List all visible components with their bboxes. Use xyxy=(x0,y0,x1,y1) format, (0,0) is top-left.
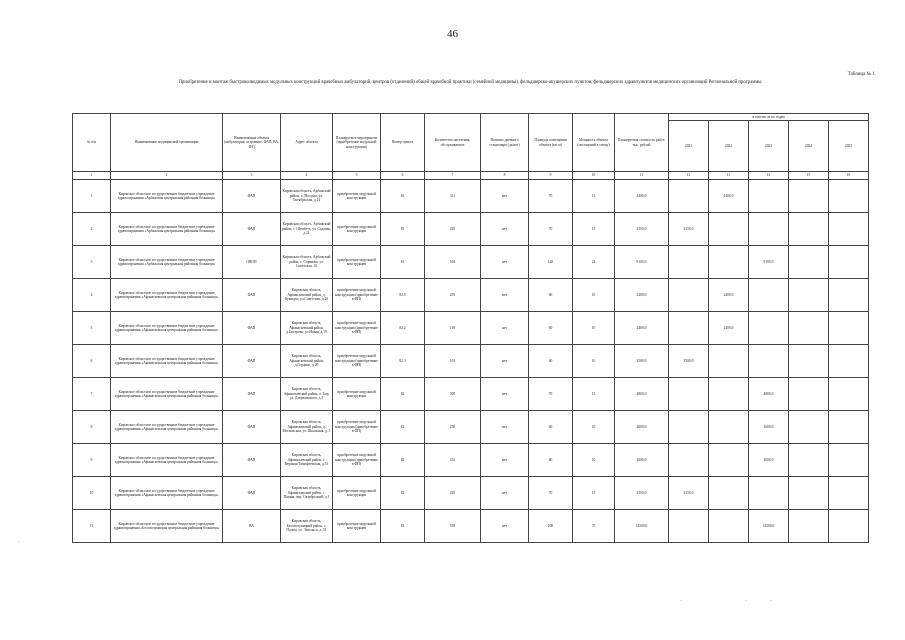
amount-2023 xyxy=(749,477,789,510)
col-number: 13 xyxy=(709,172,749,180)
object-address: Кировская область, Арбажский район, с. Сорвижи, ул. Советская, 10 xyxy=(281,246,333,279)
header-year-2023: 2023 xyxy=(749,121,789,172)
capacity: 15 xyxy=(573,213,615,246)
area: 120 xyxy=(529,246,573,279)
organization-name: Кировское областное государственное бюджетное учреждение здравоохранения «Афанасьевская центральная районная больница» xyxy=(111,477,223,510)
amount-2021: 3500,0 xyxy=(669,345,709,378)
area: 60 xyxy=(529,312,573,345)
planned-action: приобретение модульной конструкции (приобретение в ФП) xyxy=(333,345,381,378)
header-type: Наименование объекта (амбулатория, отделение, ФАП, ВА, ФЗ) xyxy=(223,114,281,172)
row-number: 10 xyxy=(73,477,111,510)
object-type: ФАП xyxy=(223,411,281,444)
amount-2023: 2600,0 xyxy=(749,411,789,444)
amount-2024 xyxy=(789,477,829,510)
col-number: 6 xyxy=(381,172,425,180)
scan-mark: · xyxy=(18,540,20,545)
item-number: 82 xyxy=(381,444,425,477)
capacity: 37 xyxy=(573,510,615,543)
population-served: 250 xyxy=(425,411,481,444)
item-number: 82.3 xyxy=(381,345,425,378)
capacity: 15 xyxy=(573,477,615,510)
col-number: 5 xyxy=(333,172,381,180)
amount-2022 xyxy=(709,510,749,543)
area: 70 xyxy=(529,378,573,411)
planned-cost: 3500,0 xyxy=(615,345,669,378)
amount-2021 xyxy=(669,246,709,279)
planned-cost: 9100,0 xyxy=(615,246,669,279)
amount-2023: 9100,0 xyxy=(749,246,789,279)
population-served: 509 xyxy=(425,378,481,411)
scan-mark: · xyxy=(770,598,772,604)
day-hospital: нет xyxy=(481,444,529,477)
day-hospital: нет xyxy=(481,345,529,378)
col-number: 3 xyxy=(223,172,281,180)
col-number: 4 xyxy=(281,172,333,180)
area: 70 xyxy=(529,213,573,246)
amount-2022 xyxy=(709,345,749,378)
amount-2025 xyxy=(829,180,869,213)
day-hospital: нет xyxy=(481,477,529,510)
amount-2022 xyxy=(709,378,749,411)
header-year-2024: 2024 xyxy=(789,121,829,172)
row-number: 9 xyxy=(73,444,111,477)
population-served: 161 xyxy=(425,345,481,378)
item-number: 82 xyxy=(381,378,425,411)
item-number: 81 xyxy=(381,246,425,279)
amount-2024 xyxy=(789,444,829,477)
object-address: Кировская область, Афанасьевский район, д. Московская, ул. Школьная, д. 5 xyxy=(281,411,333,444)
amount-2021: 4150,0 xyxy=(669,477,709,510)
amount-2024 xyxy=(789,213,829,246)
population-served: 205 xyxy=(425,279,481,312)
amount-2022: 2400,0 xyxy=(709,312,749,345)
capacity: 15 xyxy=(573,378,615,411)
organization-name: Кировское областное государственное бюджетное учреждение здравоохранения «Афанасьевская центральная районная больница» xyxy=(111,411,223,444)
planned-action: приобретение модульной конструкции xyxy=(333,246,381,279)
population-served: 245 xyxy=(425,477,481,510)
population-served: 539 xyxy=(425,510,481,543)
organization-name: Кировское областное государственное бюджетное учреждение здравоохранения «Арбажская центральная районная больница» xyxy=(111,213,223,246)
capacity: 10 xyxy=(573,345,615,378)
header-area: Площадь помещения объекта (кв. м) xyxy=(529,114,573,172)
amount-2025 xyxy=(829,246,869,279)
header-cost: Планируемая стоимость работ, тыс. рублей xyxy=(615,114,669,172)
capacity: 22 xyxy=(573,246,615,279)
table-row xyxy=(73,378,869,411)
object-type: ОВОП xyxy=(223,246,281,279)
area: 60 xyxy=(529,444,573,477)
amount-2023 xyxy=(749,345,789,378)
column-number-row xyxy=(73,172,869,180)
item-number: 81 xyxy=(381,180,425,213)
area: 200 xyxy=(529,510,573,543)
amount-2025 xyxy=(829,213,869,246)
planned-action: приобретение модульной конструкции (приобретение в ФП) xyxy=(333,444,381,477)
amount-2025 xyxy=(829,510,869,543)
amount-2021 xyxy=(669,312,709,345)
amount-2021 xyxy=(669,510,709,543)
table-row xyxy=(73,213,869,246)
population-served: 118 xyxy=(425,312,481,345)
amount-2025 xyxy=(829,378,869,411)
planned-cost: 2600,0 xyxy=(615,444,669,477)
population-served: 311 xyxy=(425,180,481,213)
population-served: 245 xyxy=(425,213,481,246)
area: 60 xyxy=(529,411,573,444)
col-number: 7 xyxy=(425,172,481,180)
object-address: Кировская область, Афанасьевский район, д.Гордино, д.20 xyxy=(281,345,333,378)
day-hospital: нет xyxy=(481,246,529,279)
capacity: 10 xyxy=(573,279,615,312)
item-number: 83 xyxy=(381,510,425,543)
capacity: 15 xyxy=(573,180,615,213)
header-no: № п/п xyxy=(73,114,111,172)
table-label: Таблица № 1 xyxy=(847,72,875,77)
row-number: 5 xyxy=(73,312,111,345)
col-number: 10 xyxy=(573,172,615,180)
amount-2024 xyxy=(789,345,829,378)
area: 70 xyxy=(529,477,573,510)
population-served: 592 xyxy=(425,246,481,279)
planned-cost: 4150,0 xyxy=(615,213,669,246)
planned-action: приобретение модульной конструкции xyxy=(333,213,381,246)
organization-name: Кировское областное государственное бюджетное учреждение здравоохранения «Белохолуницкая центральная районная больница» xyxy=(111,510,223,543)
table-row xyxy=(73,180,869,213)
amount-2023: 4800,0 xyxy=(749,378,789,411)
row-number: 4 xyxy=(73,279,111,312)
amount-2025 xyxy=(829,312,869,345)
amount-2025 xyxy=(829,279,869,312)
document-title: Приобретение и монтаж быстровозводимых модульных конструкций врачебных амбулаторий, центров (отделений) общей врачебной практики (семейной медицины), фельдшерско-акушерских пунктов, фельдшерских здравпунктов медицинских организаций Региональной программы xyxy=(178,80,762,85)
amount-2024 xyxy=(789,378,829,411)
population-served: 252 xyxy=(425,444,481,477)
planned-action: приобретение модульной конструкции xyxy=(333,510,381,543)
amount-2021 xyxy=(669,378,709,411)
amount-2023 xyxy=(749,279,789,312)
col-number: 2 xyxy=(111,172,223,180)
capacity: 10 xyxy=(573,312,615,345)
amount-2023 xyxy=(749,180,789,213)
header-year-2022: 2022 xyxy=(709,121,749,172)
object-address: Кировская область, Белохолуницкий район, с. Полом, ул. Энгельса, д. 51 xyxy=(281,510,333,543)
table-row xyxy=(73,279,869,312)
object-address: Кировская область, Афанасьевский район, д. Кувакуш, ул.Советская, д.26 xyxy=(281,279,333,312)
header-org: Наименование медицинской организации xyxy=(111,114,223,172)
table-row xyxy=(73,444,869,477)
item-number: 82 xyxy=(381,411,425,444)
day-hospital: нет xyxy=(481,312,529,345)
amount-2022 xyxy=(709,444,749,477)
item-number: 82.2 xyxy=(381,312,425,345)
object-type: ФАП xyxy=(223,312,281,345)
amount-2022 xyxy=(709,411,749,444)
planned-action: приобретение модульной конструкции (приобретение в ФП) xyxy=(333,312,381,345)
item-number: 82 xyxy=(381,477,425,510)
col-number: 12 xyxy=(669,172,709,180)
row-number: 2 xyxy=(73,213,111,246)
header-capacity: Мощность объекта (посещений в смену) xyxy=(573,114,615,172)
item-number: 82.3 xyxy=(381,279,425,312)
amount-2024 xyxy=(789,312,829,345)
amount-2022 xyxy=(709,477,749,510)
organization-name: Кировское областное государственное бюджетное учреждение здравоохранения «Афанасьевская центральная районная больница» xyxy=(111,279,223,312)
planned-cost: 2400,0 xyxy=(615,312,669,345)
page-number: 46 xyxy=(447,28,458,40)
planned-cost: 2400,0 xyxy=(615,279,669,312)
data-table xyxy=(72,113,869,543)
table-row xyxy=(73,411,869,444)
day-hospital: нет xyxy=(481,378,529,411)
amount-2024 xyxy=(789,246,829,279)
amount-2023 xyxy=(749,213,789,246)
object-type: ФАП xyxy=(223,180,281,213)
col-number: 8 xyxy=(481,172,529,180)
object-address: Кировская область, Афанасьевский район, п. Бор, ул. Дзержинского, д.3 xyxy=(281,378,333,411)
header-item: Номер пункта xyxy=(381,114,425,172)
object-address: Кировская область, Арбажский район, с. Мосуны, ул. Октябрьская, д.14 xyxy=(281,180,333,213)
planned-cost: 4150,0 xyxy=(615,477,669,510)
object-type: ФАП xyxy=(223,477,281,510)
table-row xyxy=(73,510,869,543)
area: 70 xyxy=(529,180,573,213)
day-hospital: нет xyxy=(481,411,529,444)
object-type: ФАП xyxy=(223,279,281,312)
item-number: 81 xyxy=(381,213,425,246)
capacity: 10 xyxy=(573,411,615,444)
amount-2024 xyxy=(789,180,829,213)
area: 60 xyxy=(529,279,573,312)
object-type: ВА xyxy=(223,510,281,543)
table-row xyxy=(73,477,869,510)
amount-2024 xyxy=(789,279,829,312)
planned-cost: 14500,0 xyxy=(615,510,669,543)
object-type: ФАП xyxy=(223,345,281,378)
amount-2021 xyxy=(669,444,709,477)
day-hospital: нет xyxy=(481,180,529,213)
object-type: ФАП xyxy=(223,213,281,246)
planned-action: приобретение модульной конструкции xyxy=(333,378,381,411)
amount-2025 xyxy=(829,345,869,378)
amount-2022: 4400,0 xyxy=(709,180,749,213)
amount-2024 xyxy=(789,411,829,444)
object-type: ФАП xyxy=(223,378,281,411)
table-row xyxy=(73,345,869,378)
amount-2022 xyxy=(709,246,749,279)
object-type: ФАП xyxy=(223,444,281,477)
header-population: Количество населения, обслуживаемое xyxy=(425,114,481,172)
day-hospital: нет xyxy=(481,213,529,246)
organization-name: Кировское областное государственное бюджетное учреждение здравоохранения «Арбажская центральная районная больница» xyxy=(111,180,223,213)
amount-2025 xyxy=(829,477,869,510)
object-address: Кировская область, Афанасьевский район, с. Верхняя Тимофеевская, д.51 xyxy=(281,444,333,477)
planned-action: приобретение модульной конструкции (приобретение в ФП) xyxy=(333,411,381,444)
col-number: 1 xyxy=(73,172,111,180)
planned-cost: 2600,0 xyxy=(615,411,669,444)
organization-name: Кировское областное государственное бюджетное учреждение здравоохранения «Афанасьевская центральная районная больница» xyxy=(111,378,223,411)
row-number: 3 xyxy=(73,246,111,279)
planned-action: приобретение модульной конструкции xyxy=(333,180,381,213)
header-day-hospital: Наличие дневного стационара (да/нет) xyxy=(481,114,529,172)
header-address: Адрес объекта xyxy=(281,114,333,172)
organization-name: Кировское областное государственное бюджетное учреждение здравоохранения «Афанасьевская центральная районная больница» xyxy=(111,444,223,477)
row-number: 6 xyxy=(73,345,111,378)
day-hospital: нет xyxy=(481,279,529,312)
scan-mark: · xyxy=(680,598,682,604)
amount-2021 xyxy=(669,279,709,312)
amount-2025 xyxy=(829,444,869,477)
header-year-2021: 2021 xyxy=(669,121,709,172)
amount-2025 xyxy=(829,411,869,444)
planned-action: приобретение модульной конструкции (приобретение в ФП) xyxy=(333,279,381,312)
scan-mark: · xyxy=(745,598,747,604)
amount-2022: 2400,0 xyxy=(709,279,749,312)
amount-2023 xyxy=(749,312,789,345)
planned-cost: 4400,0 xyxy=(615,180,669,213)
object-address: Кировская область, Арбажский район, с. Шембеть, ул. Садовая, д.21 xyxy=(281,213,333,246)
row-number: 11 xyxy=(73,510,111,543)
row-number: 1 xyxy=(73,180,111,213)
col-number: 11 xyxy=(615,172,669,180)
row-number: 8 xyxy=(73,411,111,444)
amount-2023: 2600,0 xyxy=(749,444,789,477)
header-years-group: в том числе по годам xyxy=(669,114,869,121)
object-address: Кировская область, Афанасьевский район, д.Бисерово, ул.Новая, д.19 xyxy=(281,312,333,345)
organization-name: Кировское областное государственное бюджетное учреждение здравоохранения «Афанасьевская центральная районная больница» xyxy=(111,345,223,378)
area: 60 xyxy=(529,345,573,378)
col-number: 16 xyxy=(829,172,869,180)
amount-2024 xyxy=(789,510,829,543)
col-number: 14 xyxy=(749,172,789,180)
capacity: 10 xyxy=(573,444,615,477)
col-number: 9 xyxy=(529,172,573,180)
col-number: 15 xyxy=(789,172,829,180)
planned-action: приобретение модульной конструкции xyxy=(333,477,381,510)
amount-2021 xyxy=(669,180,709,213)
amount-2023: 14500,0 xyxy=(749,510,789,543)
header-year-2025: 2025 xyxy=(829,121,869,172)
row-number: 7 xyxy=(73,378,111,411)
day-hospital: нет xyxy=(481,510,529,543)
amount-2022 xyxy=(709,213,749,246)
object-address: Кировская область, Афанасьевский район, с. Пашня, пер. Октябрьский, д.1 xyxy=(281,477,333,510)
table-row xyxy=(73,246,869,279)
amount-2021 xyxy=(669,411,709,444)
table-row xyxy=(73,312,869,345)
organization-name: Кировское областное государственное бюджетное учреждение здравоохранения «Арбажская центральная районная больница» xyxy=(111,246,223,279)
header-action: Планируемое мероприятие (приобретение модульной конструкции) xyxy=(333,114,381,172)
organization-name: Кировское областное государственное бюджетное учреждение здравоохранения «Афанасьевская центральная районная больница» xyxy=(111,312,223,345)
planned-cost: 4800,0 xyxy=(615,378,669,411)
amount-2021: 4150,0 xyxy=(669,213,709,246)
